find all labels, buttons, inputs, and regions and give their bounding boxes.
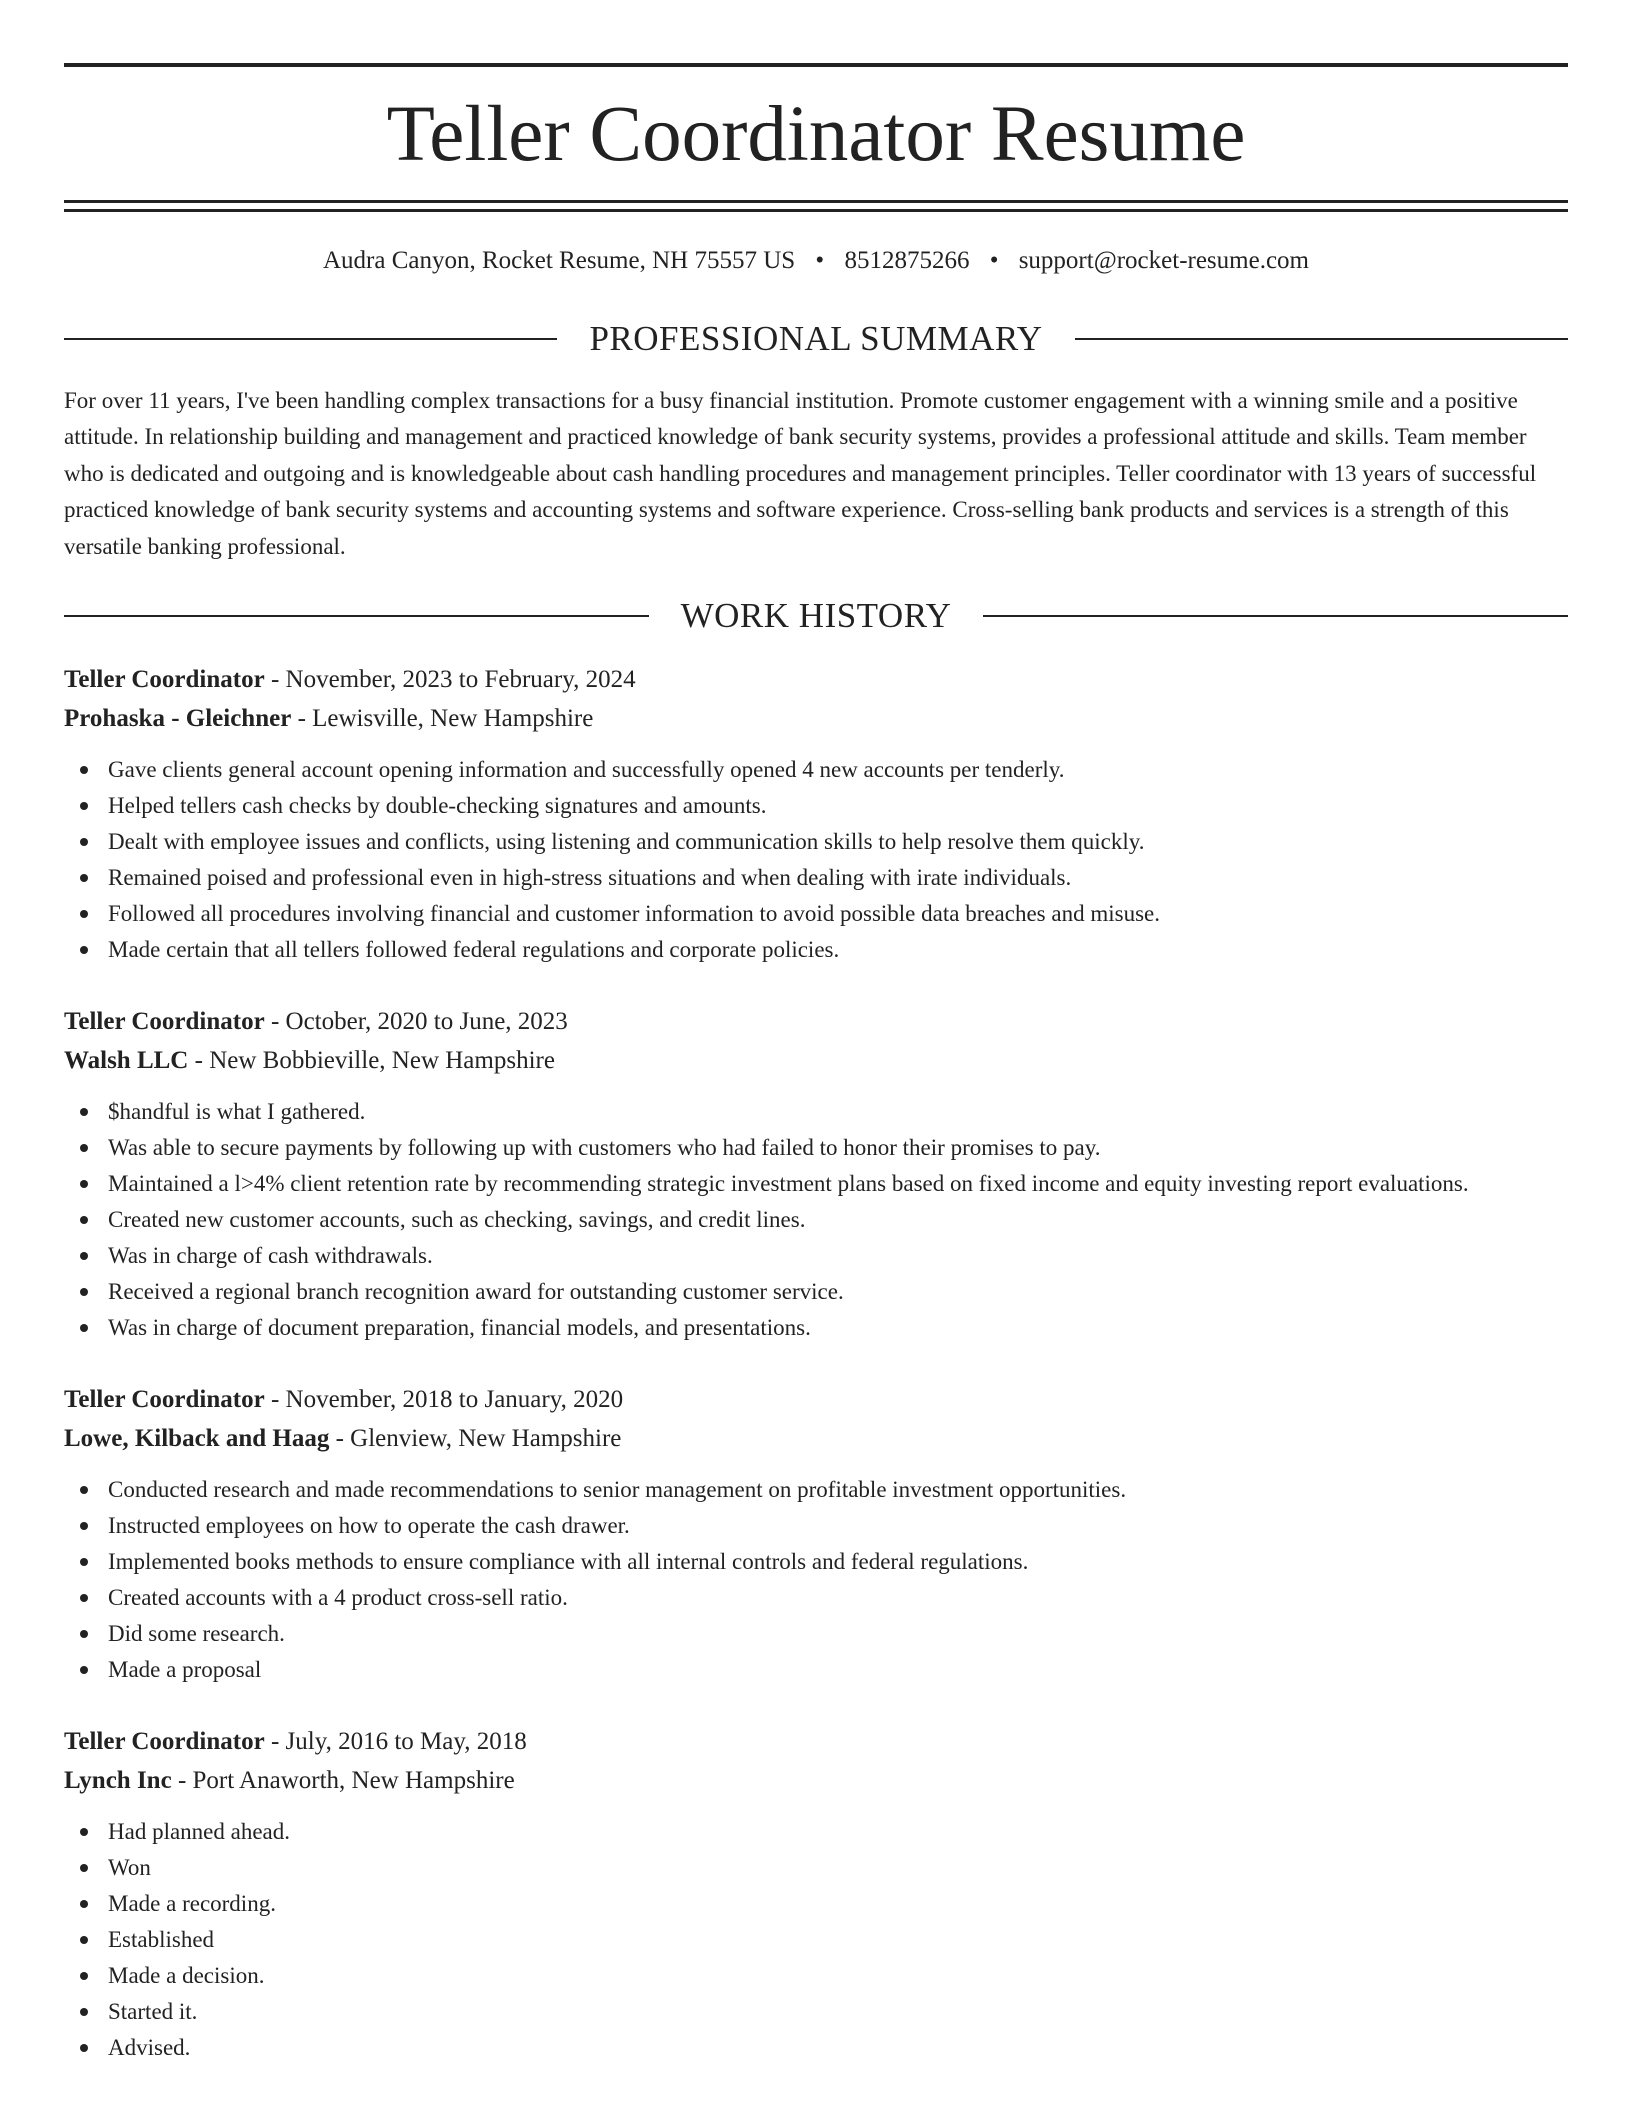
job-bullet: Made certain that all tellers followed federal regulations and corporate policies.	[108, 932, 1568, 968]
job-bullet: Maintained a l>4% client retention rate by recommending strategic investment plans based on fixed income and equity investing report evaluations.	[108, 1166, 1568, 1202]
work-history-heading-label: WORK HISTORY	[680, 596, 952, 636]
job-dash: -	[264, 1008, 286, 1036]
job-title: Teller Coordinator	[64, 1386, 265, 1414]
job-company-line	[64, 699, 1568, 738]
job-title-line	[64, 1380, 1568, 1419]
heading-rule-left	[64, 338, 557, 340]
job-location: Port Anaworth, New Hampshire	[192, 1767, 515, 1795]
job-bullet-list	[64, 1472, 1568, 1688]
contact-address: Audra Canyon, Rocket Resume, NH 75557 US	[323, 247, 796, 274]
job-location: New Bobbieville, New Hampshire	[209, 1047, 555, 1075]
job-dash: -	[171, 1767, 193, 1795]
job-location: Glenview, New Hampshire	[350, 1425, 622, 1453]
job-title: Teller Coordinator	[64, 666, 265, 694]
job-bullet-list	[64, 1814, 1568, 2066]
job-location: Lewisville, New Hampshire	[312, 705, 594, 733]
job-company: Prohaska - Gleichner	[64, 705, 292, 733]
job-bullet: Dealt with employee issues and conflicts, using listening and communication skills to help resolve them quickly.	[108, 824, 1568, 860]
summary-text: For over 11 years, I've been handling complex transactions for a busy financial institution. Promote customer engagement with a winning smile and a positive attitude. In relationship building and management and practiced knowledge of bank security systems, provides a professional attitude and skills. Team member who is dedicated and outgoing and is knowledgeable about cash handling procedures and management principles. Teller coordinator with 13 years of successful practiced knowledge of bank security systems and accounting systems and software experience. Cross-selling bank products and services is a strength of this versatile banking professional.	[64, 388, 1537, 559]
heading-rule-right	[1075, 338, 1568, 340]
job-dates: July, 2016 to May, 2018	[285, 1728, 527, 1756]
job-bullet: Was able to secure payments by following up with customers who had failed to honor their promises to pay.	[108, 1130, 1568, 1166]
job-title-line	[64, 660, 1568, 699]
job-dates: November, 2018 to January, 2020	[285, 1386, 624, 1414]
job-bullet: Established	[108, 1922, 1568, 1958]
job-bullet: Was in charge of document preparation, financial models, and presentations.	[108, 1310, 1568, 1346]
job-company: Walsh LLC	[64, 1047, 189, 1075]
job-entry	[64, 1722, 1568, 2066]
job-dash: -	[264, 1386, 286, 1414]
title-rule-lower	[64, 209, 1568, 212]
job-company-line	[64, 1419, 1568, 1458]
top-rule	[64, 63, 1568, 67]
job-bullet: Helped tellers cash checks by double-checking signatures and amounts.	[108, 788, 1568, 824]
job-entry	[64, 1002, 1568, 1346]
contact-email: support@rocket-resume.com	[1018, 247, 1309, 274]
job-bullet: Started it.	[108, 1994, 1568, 2030]
job-company: Lynch Inc	[64, 1767, 172, 1795]
job-title: Teller Coordinator	[64, 1728, 265, 1756]
resume-content	[64, 0, 1568, 2066]
job-bullet-list	[64, 1094, 1568, 1346]
job-bullet: Had planned ahead.	[108, 1814, 1568, 1850]
job-company: Lowe, Kilback and Haag	[64, 1425, 330, 1453]
job-bullet: Created accounts with a 4 product cross-sell ratio.	[108, 1580, 1568, 1616]
job-bullet: Conducted research and made recommendations to senior management on profitable investment opportunities.	[108, 1472, 1568, 1508]
job-dash: -	[329, 1425, 351, 1453]
contact-separator: •	[989, 247, 999, 274]
job-title-line	[64, 1002, 1568, 1041]
job-title: Teller Coordinator	[64, 1008, 265, 1036]
job-bullet: Instructed employees on how to operate the cash drawer.	[108, 1508, 1568, 1544]
job-bullet: Made a decision.	[108, 1958, 1568, 1994]
job-company-line	[64, 1761, 1568, 1800]
job-dates: October, 2020 to June, 2023	[285, 1008, 568, 1036]
job-dates: November, 2023 to February, 2024	[285, 666, 636, 694]
summary-section-heading	[64, 317, 1568, 361]
job-company-line	[64, 1041, 1568, 1080]
contact-line	[64, 244, 1568, 278]
job-bullet: Created new customer accounts, such as checking, savings, and credit lines.	[108, 1202, 1568, 1238]
job-bullet: Implemented books methods to ensure compliance with all internal controls and federal regulations.	[108, 1544, 1568, 1580]
job-bullet: Made a recording.	[108, 1886, 1568, 1922]
job-dash: -	[264, 666, 286, 694]
job-bullet: Advised.	[108, 2030, 1568, 2066]
job-entry	[64, 1380, 1568, 1688]
title-double-rule	[64, 200, 1568, 212]
job-bullet: Received a regional branch recognition award for outstanding customer service.	[108, 1274, 1568, 1310]
contact-phone: 8512875266	[844, 247, 970, 274]
summary-heading-label: PROFESSIONAL SUMMARY	[589, 319, 1043, 358]
job-title-line	[64, 1722, 1568, 1761]
work-history-section-heading	[64, 594, 1568, 638]
job-bullet: Made a proposal	[108, 1652, 1568, 1688]
job-bullet: $handful is what I gathered.	[108, 1094, 1568, 1130]
job-dash: -	[188, 1047, 210, 1075]
job-bullet: Won	[108, 1850, 1568, 1886]
heading-rule-left	[64, 615, 649, 617]
job-bullet: Did some research.	[108, 1616, 1568, 1652]
job-bullet-list	[64, 752, 1568, 968]
resume-title: Teller Coordinator Resume	[386, 91, 1246, 178]
job-dash: -	[291, 705, 313, 733]
heading-rule-right	[983, 615, 1568, 617]
job-bullet: Gave clients general account opening information and successfully opened 4 new accounts per tenderly.	[108, 752, 1568, 788]
contact-separator: •	[815, 247, 825, 274]
job-bullet: Followed all procedures involving financial and customer information to avoid possible data breaches and misuse.	[108, 896, 1568, 932]
job-bullet: Was in charge of cash withdrawals.	[108, 1238, 1568, 1274]
job-bullet: Remained poised and professional even in high-stress situations and when dealing with irate individuals.	[108, 860, 1568, 896]
job-entry	[64, 660, 1568, 968]
job-dash: -	[264, 1728, 286, 1756]
